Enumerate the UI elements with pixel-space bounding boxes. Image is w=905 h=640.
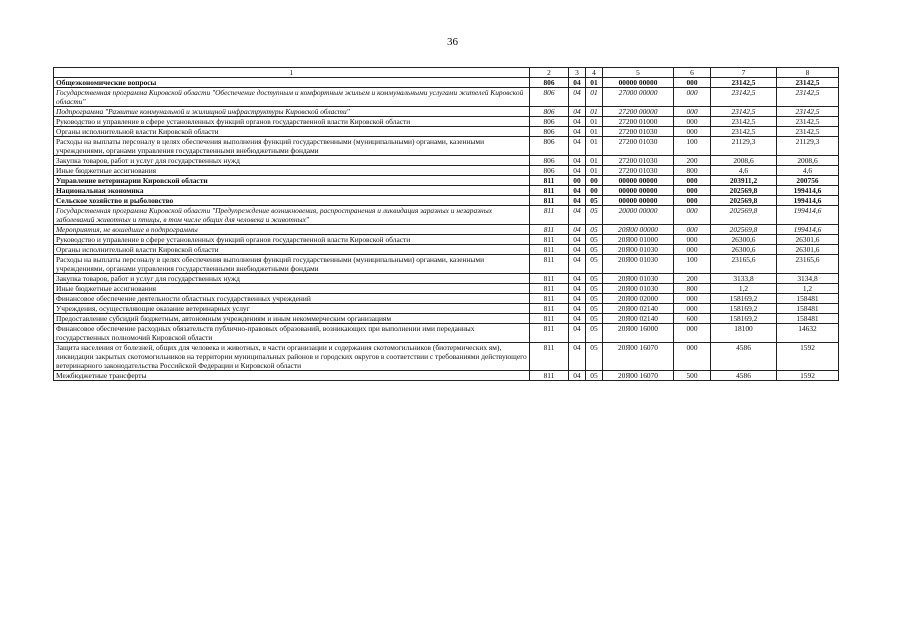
section-cell: 04	[569, 304, 586, 314]
amount-year1-cell: 4,6	[711, 166, 777, 176]
expense-type-cell: 000	[674, 186, 711, 196]
table-row	[54, 284, 839, 294]
expense-type-cell: 000	[674, 294, 711, 304]
section-cell: 04	[569, 88, 586, 107]
admin-code-cell: 811	[530, 186, 569, 196]
header-cell: 4	[586, 68, 603, 78]
target-article-cell: 20Я00 16070	[603, 343, 674, 371]
expense-type-cell: 800	[674, 166, 711, 176]
amount-year1-cell: 202569,8	[711, 206, 777, 225]
page-number: 36	[447, 36, 458, 48]
row-name-cell: Защита населения от болезней, общих для человека и животных, в части организации и содержания скотомогильников (биотермических ям), ликвидации закрытых скотомогильников на территории муниципальных районов и городских округов в соответствии с требованиями действующего ветеринарного законодательства Российской Федерации и Кировской области	[54, 343, 530, 371]
target-article-cell: 27200 01030	[603, 166, 674, 176]
section-cell: 04	[569, 137, 586, 156]
admin-code-cell: 811	[530, 274, 569, 284]
subsection-cell: 05	[586, 294, 603, 304]
subsection-cell: 05	[586, 304, 603, 314]
subsection-cell: 05	[586, 196, 603, 206]
amount-year1-cell: 2008,6	[711, 156, 777, 166]
admin-code-cell: 811	[530, 176, 569, 186]
admin-code-cell: 811	[530, 371, 569, 381]
subsection-cell: 01	[586, 117, 603, 127]
row-name-cell: Подпрограмма "Развитие коммунальной и жилищной инфраструктуры Кировской области"	[54, 107, 530, 117]
header-cell: 7	[711, 68, 777, 78]
expense-type-cell: 000	[674, 78, 711, 88]
amount-year2-cell: 26301,6	[777, 235, 839, 245]
admin-code-cell: 806	[530, 78, 569, 88]
expense-type-cell: 000	[674, 235, 711, 245]
target-article-cell: 27200 00000	[603, 107, 674, 117]
admin-code-cell: 806	[530, 127, 569, 137]
expense-type-cell: 000	[674, 304, 711, 314]
target-article-cell: 20Я00 02140	[603, 314, 674, 324]
target-article-cell: 20000 00000	[603, 206, 674, 225]
subsection-cell: 01	[586, 78, 603, 88]
section-cell: 04	[569, 245, 586, 255]
admin-code-cell: 811	[530, 255, 569, 274]
amount-year2-cell: 1,2	[777, 284, 839, 294]
subsection-cell: 01	[586, 127, 603, 137]
amount-year2-cell: 23142,5	[777, 117, 839, 127]
amount-year1-cell: 1,2	[711, 284, 777, 294]
table-row	[54, 371, 839, 381]
section-cell: 04	[569, 255, 586, 274]
amount-year1-cell: 202569,8	[711, 186, 777, 196]
target-article-cell: 27200 01030	[603, 127, 674, 137]
expense-type-cell: 000	[674, 88, 711, 107]
amount-year2-cell: 158481	[777, 304, 839, 314]
subsection-cell: 05	[586, 284, 603, 294]
target-article-cell: 27000 00000	[603, 88, 674, 107]
row-name-cell: Государственная программа Кировской области "Обеспечение доступным и комфортным жильем и коммунальными услугами жителей Кировской области"	[54, 88, 530, 107]
admin-code-cell: 811	[530, 324, 569, 343]
target-article-cell: 00000 00000	[603, 196, 674, 206]
expense-type-cell: 000	[674, 196, 711, 206]
section-cell: 04	[569, 156, 586, 166]
amount-year2-cell: 23142,5	[777, 88, 839, 107]
admin-code-cell: 811	[530, 294, 569, 304]
row-name-cell: Межбюджетные трансферты	[54, 371, 530, 381]
amount-year1-cell: 202569,8	[711, 196, 777, 206]
row-name-cell: Управление ветеринарии Кировской области	[54, 176, 530, 186]
expense-type-cell: 200	[674, 274, 711, 284]
header-cell: 2	[530, 68, 569, 78]
section-cell: 04	[569, 274, 586, 284]
subsection-cell: 01	[586, 107, 603, 117]
target-article-cell: 00000 00000	[603, 186, 674, 196]
admin-code-cell: 811	[530, 284, 569, 294]
subsection-cell: 05	[586, 274, 603, 284]
admin-code-cell: 806	[530, 166, 569, 176]
subsection-cell: 05	[586, 324, 603, 343]
section-cell: 04	[569, 78, 586, 88]
table-row	[54, 343, 839, 371]
row-name-cell: Государственная программа Кировской области "Предупреждение возникновения, распространения и ликвидация заразных и незаразных заболеваний животных и птицы, в том числе общих для человека и животных"	[54, 206, 530, 225]
table-row	[54, 196, 839, 206]
amount-year2-cell: 23142,5	[777, 127, 839, 137]
table-row	[54, 304, 839, 314]
row-name-cell: Предоставление субсидий бюджетным, автономным учреждениям и иным некоммерческим организациям	[54, 314, 530, 324]
section-cell: 04	[569, 294, 586, 304]
header-cell: 1	[54, 68, 530, 78]
amount-year1-cell: 202569,8	[711, 225, 777, 235]
amount-year2-cell: 199414,6	[777, 186, 839, 196]
row-name-cell: Учреждения, осуществляющие оказание ветеринарных услуг	[54, 304, 530, 314]
table-row	[54, 225, 839, 235]
target-article-cell: 20Я00 01030	[603, 255, 674, 274]
expense-type-cell: 000	[674, 206, 711, 225]
amount-year2-cell: 199414,6	[777, 225, 839, 235]
table-row	[54, 156, 839, 166]
expense-type-cell: 600	[674, 314, 711, 324]
section-cell: 04	[569, 186, 586, 196]
target-article-cell: 00000 00000	[603, 78, 674, 88]
subsection-cell: 05	[586, 371, 603, 381]
subsection-cell: 01	[586, 166, 603, 176]
target-article-cell: 00000 00000	[603, 176, 674, 186]
amount-year2-cell: 23142,5	[777, 107, 839, 117]
section-cell: 04	[569, 314, 586, 324]
subsection-cell: 01	[586, 137, 603, 156]
section-cell: 00	[569, 176, 586, 186]
row-name-cell: Руководство и управление в сфере установленных функций органов государственной власти Кировской области	[54, 117, 530, 127]
amount-year1-cell: 23142,5	[711, 88, 777, 107]
expense-type-cell: 800	[674, 284, 711, 294]
target-article-cell: 27200 01030	[603, 156, 674, 166]
target-article-cell: 20Я00 00000	[603, 225, 674, 235]
row-name-cell: Руководство и управление в сфере установленных функций органов государственной власти Кировской области	[54, 235, 530, 245]
section-cell: 04	[569, 343, 586, 371]
amount-year2-cell: 23165,6	[777, 255, 839, 274]
target-article-cell: 27200 01000	[603, 117, 674, 127]
amount-year1-cell: 4586	[711, 343, 777, 371]
subsection-cell: 05	[586, 314, 603, 324]
section-cell: 04	[569, 235, 586, 245]
subsection-cell: 05	[586, 255, 603, 274]
expense-type-cell: 000	[674, 107, 711, 117]
header-cell: 3	[569, 68, 586, 78]
header-cell: 8	[777, 68, 839, 78]
budget-table	[53, 67, 839, 381]
amount-year2-cell: 23142,5	[777, 78, 839, 88]
expense-type-cell: 500	[674, 371, 711, 381]
table-row	[54, 324, 839, 343]
admin-code-cell: 811	[530, 343, 569, 371]
table-row	[54, 186, 839, 196]
row-name-cell: Органы исполнительной власти Кировской области	[54, 127, 530, 137]
amount-year2-cell: 158481	[777, 294, 839, 304]
amount-year2-cell: 199414,6	[777, 196, 839, 206]
amount-year2-cell: 199414,6	[777, 206, 839, 225]
header-cell: 6	[674, 68, 711, 78]
section-cell: 04	[569, 196, 586, 206]
amount-year2-cell: 14632	[777, 324, 839, 343]
subsection-cell: 01	[586, 88, 603, 107]
amount-year1-cell: 203911,2	[711, 176, 777, 186]
expense-type-cell: 000	[674, 117, 711, 127]
table-row	[54, 255, 839, 274]
amount-year2-cell: 26301,6	[777, 245, 839, 255]
table-row	[54, 176, 839, 186]
amount-year2-cell: 1592	[777, 343, 839, 371]
amount-year1-cell: 158169,2	[711, 294, 777, 304]
table-row	[54, 117, 839, 127]
row-name-cell: Расходы на выплаты персоналу в целях обеспечения выполнения функций государственными (муниципальными) органами, казенными учреждениями, органами управления государственными внебюджетными фондами	[54, 255, 530, 274]
amount-year2-cell: 2008,6	[777, 156, 839, 166]
amount-year1-cell: 18100	[711, 324, 777, 343]
section-cell: 04	[569, 225, 586, 235]
amount-year1-cell: 158169,2	[711, 314, 777, 324]
admin-code-cell: 811	[530, 235, 569, 245]
section-cell: 04	[569, 127, 586, 137]
row-name-cell: Органы исполнительной власти Кировской области	[54, 245, 530, 255]
table-body	[54, 68, 839, 381]
section-cell: 04	[569, 324, 586, 343]
row-name-cell: Иные бюджетные ассигнования	[54, 284, 530, 294]
target-article-cell: 20Я00 16070	[603, 371, 674, 381]
amount-year2-cell: 21129,3	[777, 137, 839, 156]
row-name-cell: Общеэкономические вопросы	[54, 78, 530, 88]
target-article-cell: 20Я00 01030	[603, 284, 674, 294]
amount-year2-cell: 1592	[777, 371, 839, 381]
target-article-cell: 20Я00 01030	[603, 245, 674, 255]
table-row	[54, 314, 839, 324]
amount-year1-cell: 23142,5	[711, 107, 777, 117]
amount-year1-cell: 26300,6	[711, 245, 777, 255]
table-row	[54, 206, 839, 225]
expense-type-cell: 000	[674, 245, 711, 255]
subsection-cell: 05	[586, 206, 603, 225]
section-cell: 04	[569, 117, 586, 127]
table-row	[54, 235, 839, 245]
subsection-cell: 00	[586, 176, 603, 186]
amount-year1-cell: 3133,8	[711, 274, 777, 284]
section-cell: 04	[569, 206, 586, 225]
table-row	[54, 127, 839, 137]
subsection-cell: 00	[586, 186, 603, 196]
amount-year2-cell: 4,6	[777, 166, 839, 176]
expense-type-cell: 000	[674, 127, 711, 137]
subsection-cell: 05	[586, 343, 603, 371]
expense-type-cell: 000	[674, 343, 711, 371]
amount-year1-cell: 21129,3	[711, 137, 777, 156]
row-name-cell: Национальная экономика	[54, 186, 530, 196]
expense-type-cell: 100	[674, 255, 711, 274]
table-row	[54, 294, 839, 304]
subsection-cell: 01	[586, 156, 603, 166]
admin-code-cell: 806	[530, 137, 569, 156]
admin-code-cell: 811	[530, 304, 569, 314]
amount-year1-cell: 26300,6	[711, 235, 777, 245]
amount-year1-cell: 23142,5	[711, 117, 777, 127]
amount-year1-cell: 158169,2	[711, 304, 777, 314]
expense-type-cell: 000	[674, 225, 711, 235]
admin-code-cell: 806	[530, 88, 569, 107]
table-row	[54, 88, 839, 107]
expense-type-cell: 000	[674, 324, 711, 343]
amount-year1-cell: 23142,5	[711, 78, 777, 88]
target-article-cell: 20Я00 01030	[603, 274, 674, 284]
amount-year2-cell: 3134,8	[777, 274, 839, 284]
admin-code-cell: 811	[530, 206, 569, 225]
target-article-cell: 20Я00 01000	[603, 235, 674, 245]
admin-code-cell: 811	[530, 196, 569, 206]
expense-type-cell: 000	[674, 176, 711, 186]
table-row	[54, 166, 839, 176]
amount-year1-cell: 23142,5	[711, 127, 777, 137]
row-name-cell: Финансовое обеспечение расходных обязательств публично-правовых образований, возникающих при выполнении ими переданных государственных полномочий Кировской области	[54, 324, 530, 343]
admin-code-cell: 806	[530, 156, 569, 166]
amount-year1-cell: 23165,6	[711, 255, 777, 274]
expense-type-cell: 100	[674, 137, 711, 156]
section-cell: 04	[569, 371, 586, 381]
admin-code-cell: 811	[530, 245, 569, 255]
target-article-cell: 20Я00 02000	[603, 294, 674, 304]
subsection-cell: 05	[586, 235, 603, 245]
header-cell: 5	[603, 68, 674, 78]
section-cell: 04	[569, 166, 586, 176]
table-row	[54, 78, 839, 88]
admin-code-cell: 806	[530, 107, 569, 117]
row-name-cell: Мероприятия, не вошедшие в подпрограммы	[54, 225, 530, 235]
admin-code-cell: 806	[530, 117, 569, 127]
table-row	[54, 245, 839, 255]
row-name-cell: Сельское хозяйство и рыболовство	[54, 196, 530, 206]
expense-type-cell: 200	[674, 156, 711, 166]
subsection-cell: 05	[586, 245, 603, 255]
table-row	[54, 107, 839, 117]
subsection-cell: 05	[586, 225, 603, 235]
admin-code-cell: 811	[530, 314, 569, 324]
amount-year1-cell: 4586	[711, 371, 777, 381]
table-row	[54, 137, 839, 156]
row-name-cell: Финансовое обеспечение деятельности областных государственных учреждений	[54, 294, 530, 304]
table-row	[54, 274, 839, 284]
row-name-cell: Расходы на выплаты персоналу в целях обеспечения выполнения функций государственными (муниципальными) органами, казенными учреждениями, органами управления государственными внебюджетными фондами	[54, 137, 530, 156]
amount-year2-cell: 200756	[777, 176, 839, 186]
target-article-cell: 20Я00 02140	[603, 304, 674, 314]
row-name-cell: Иные бюджетные ассигнования	[54, 166, 530, 176]
target-article-cell: 27200 01030	[603, 137, 674, 156]
target-article-cell: 20Я00 16000	[603, 324, 674, 343]
admin-code-cell: 811	[530, 225, 569, 235]
amount-year2-cell: 158481	[777, 314, 839, 324]
row-name-cell: Закупка товаров, работ и услуг для государственных нужд	[54, 156, 530, 166]
section-cell: 04	[569, 284, 586, 294]
section-cell: 04	[569, 107, 586, 117]
table-header-row	[54, 68, 839, 78]
row-name-cell: Закупка товаров, работ и услуг для государственных нужд	[54, 274, 530, 284]
